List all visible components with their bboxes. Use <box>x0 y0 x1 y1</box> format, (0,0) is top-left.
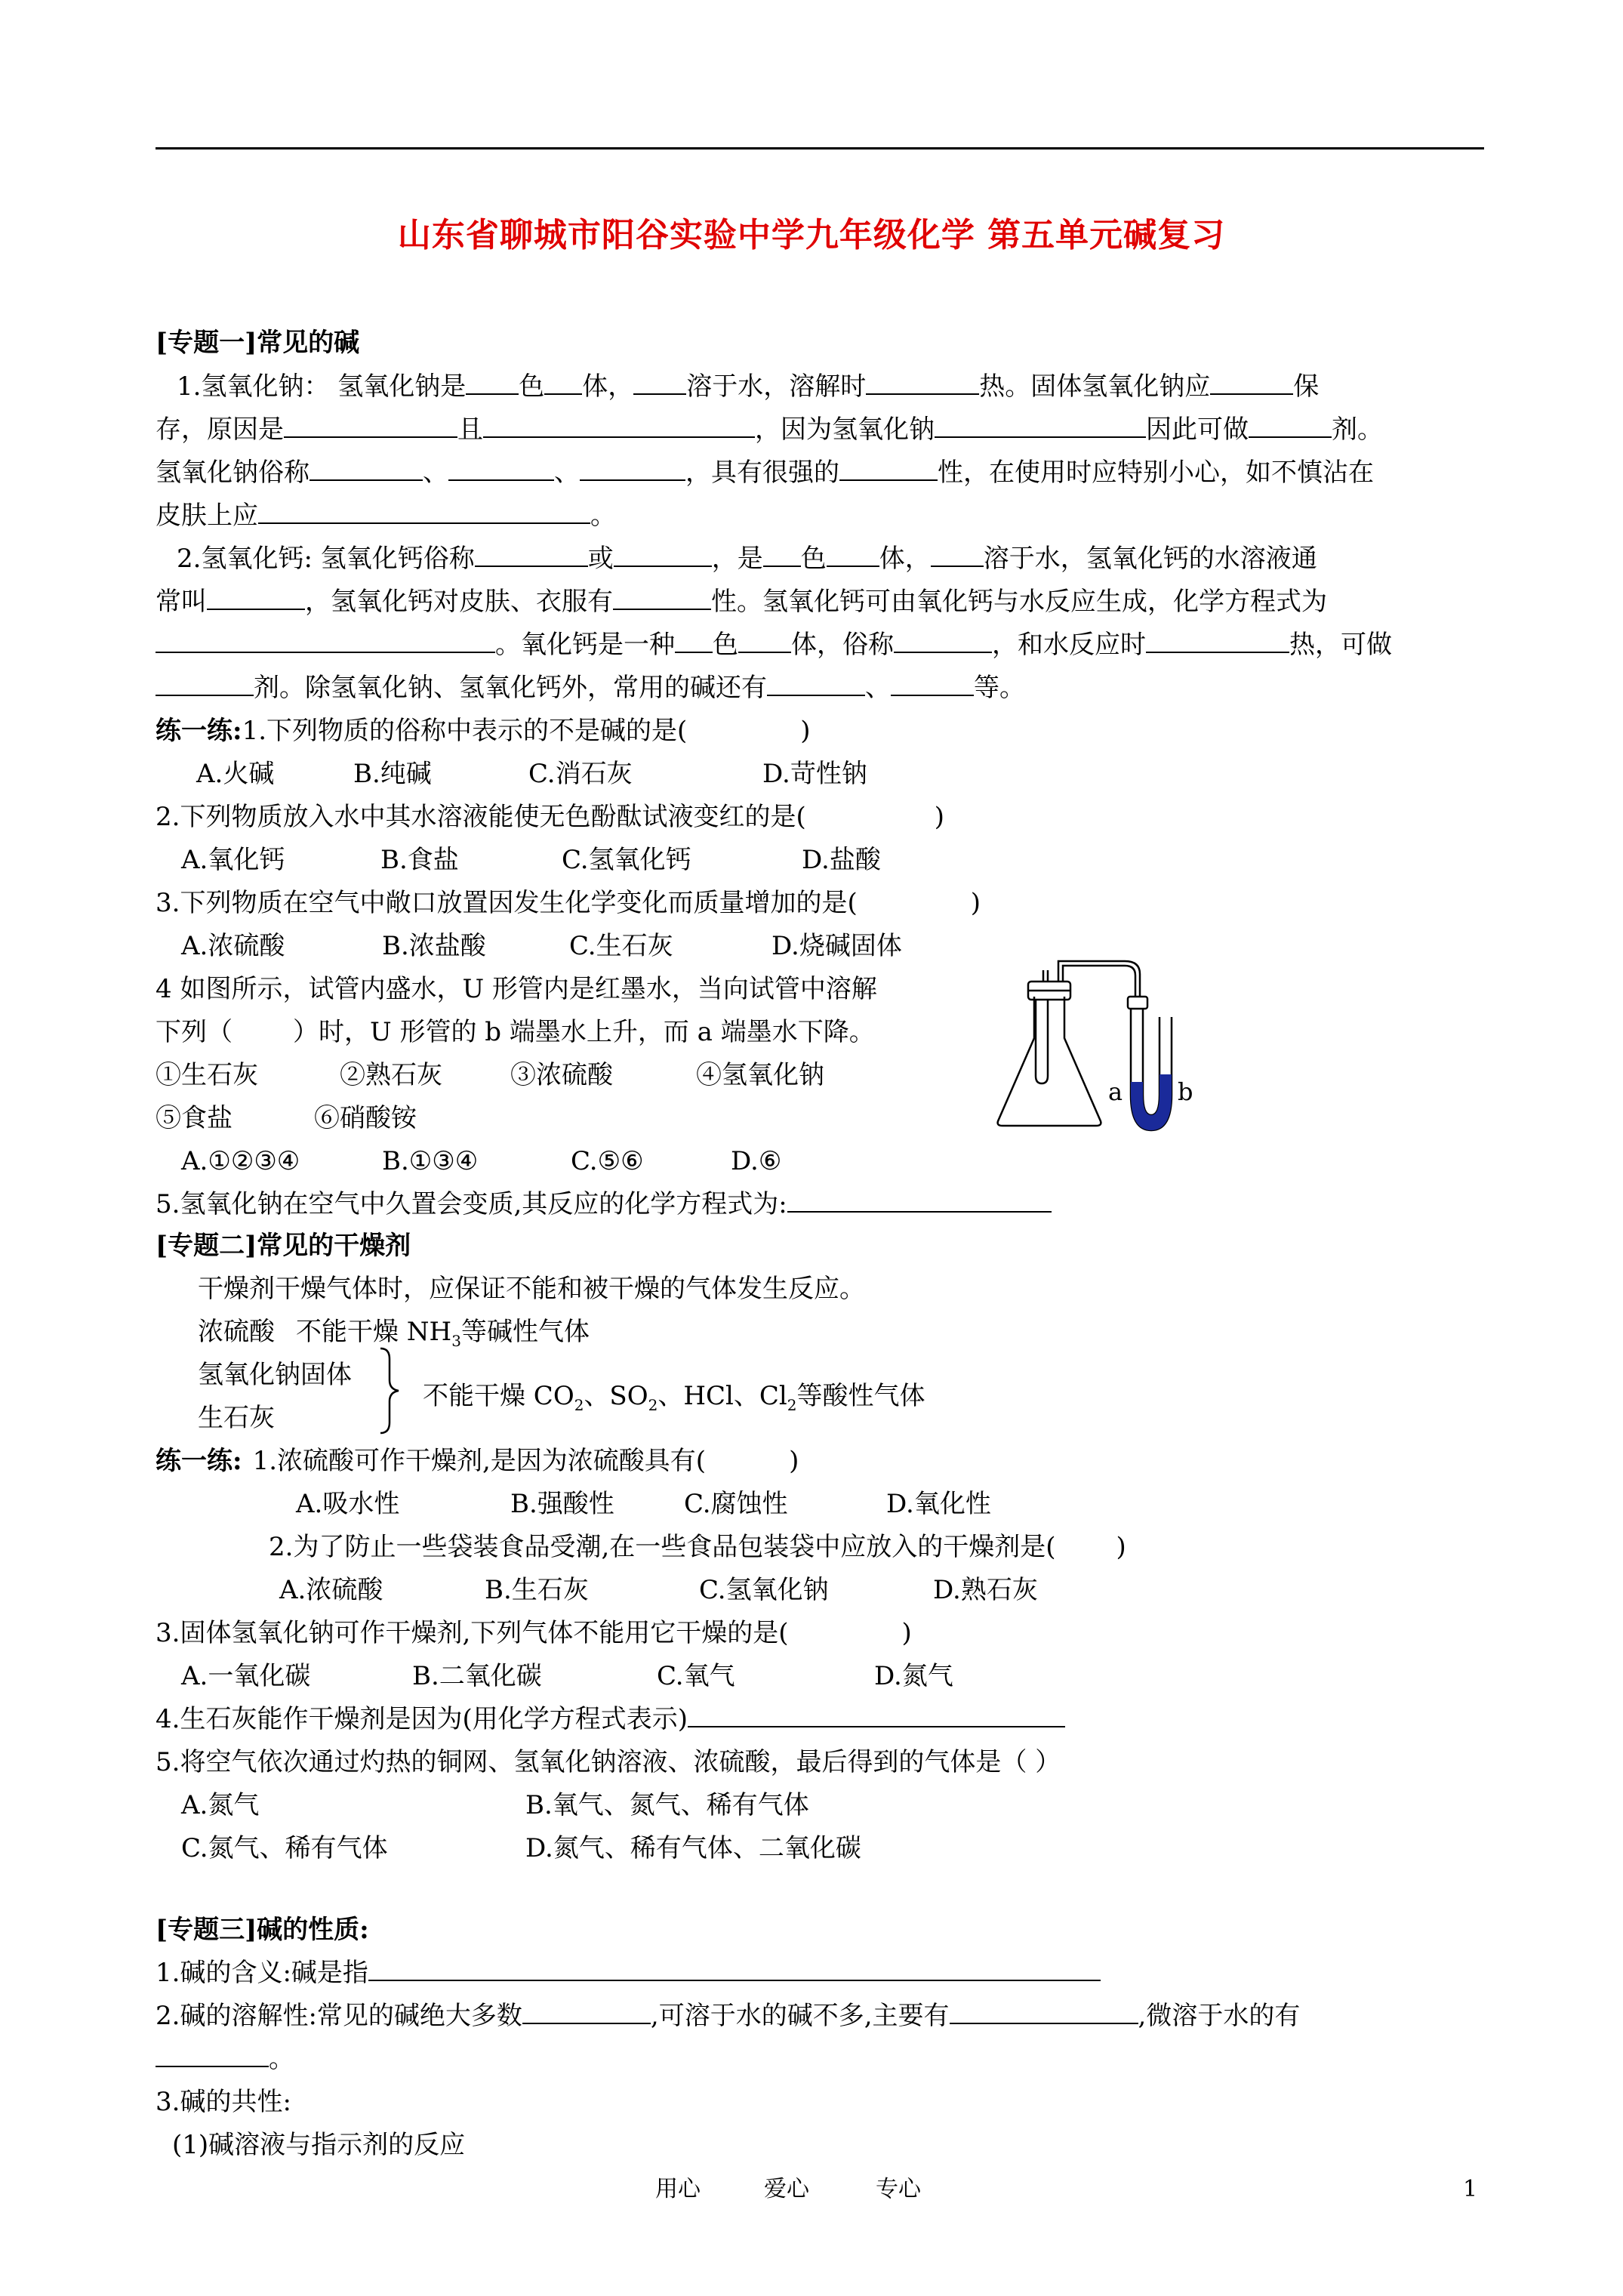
section-1-heading: [专题一]常见的碱 <box>156 328 360 358</box>
s1-q1-stem: 练一练:1.下列物质的俗称中表示的不是碱的是( ) <box>156 716 811 746</box>
s1-q4-line-1: 4 如图所示，试管内盛水，U 形管内是红墨水，当向试管中溶解 <box>156 974 877 1004</box>
red-ink <box>1131 1074 1172 1130</box>
footer-aixin: 爱心 <box>764 2176 809 2202</box>
caoh2-line-2: 常叫 ，氢氧化钙对皮肤、衣服有 性。氢氧化钙可由氧化钙与水反应生成，化学方程式为 <box>156 587 1327 617</box>
document-page: 山东省聊城市阳谷实验中学九年级化学 第五单元碱复习 [专题一]常见的碱 1.氢氧化钠： 氢氧化钠是 色 体， 溶于水，溶解时 热。固体氢氧化钠应 保 存，原因是 且 ，因为氢氧化钠 因此可做 剂。 氢氧化钠俗称 、 、 ，具有很强的 性，在使用时应特别小心，如不慎沾在 皮肤上应 。 2.氢氧化钙: 氢氧化钙俗称 或 ，是 色 体， 溶于水，氢氧化钙的水溶液通 常叫 ，氢氧化钙对皮肤、衣服有 性。氢氧化钙可由氧化钙与水反应生成，化学方程式为 。氧化钙是一种 色 体，俗称 ，和水反应时 热，可做 剂。除氢氧化钠、氢氧化钙外，常用的碱还有 、 等。 练一练:1.下列物质的俗称中表示的不是碱的是( ) A.火碱 B.纯碱 C.消石灰 D.苛性钠 2.下列物质放入水中其水溶液能使无色酚酞试液变红的是( ) A.氧化钙 B.食盐 C.氢氧化钙 D.盐酸 3.下列物质在空气中敞口放置因发生化学变化而质量增加的是( ) A.浓硫酸 B.浓盐酸 C.生石灰 D.烧碱固体 4 如图所示，试管内盛水，U 形管内是红墨水，当向试管中溶解 下列（ ）时，U 形管的 b 端墨水上升，而 a 端墨水下降。 ①生石灰 ②熟石灰 ③浓硫酸 ④氢氧化钠 ⑤食盐 ⑥硝酸铵 A.①②③④ B.①③④ C.⑤⑥ D.⑥ 5.氢氧化钠在空气中久置会变质,其反应的化学方程式为: a b [专题二]常见的干燥剂 干燥剂干燥气体时，应保证不能和被干燥的气体发生反应。 浓硫酸 不能干燥 $NH_3$等碱性气体 氢氧化钠固体 生石灰 不能干燥 $CO_2$、$SO_2$、HCl、$Cl_2$等酸性气体 练一练: 1.浓硫酸可作干燥剂,是因为浓硫酸具有( ) A.吸水性 B.强酸性 C.腐蚀性 D.氧化性 2.为了防止一些袋装食品受潮,在一些食品包装袋中应放入的干燥剂是( ) A.浓硫酸 B.生石灰 C.氢氧化钠 D.熟石灰 3.固体氢氧化钠可作干燥剂,下列气体不能用它干燥的是( ) A.一氧化碳 B.二氧化碳 C.氧气 D.氮气 4.生石灰能作干燥剂是因为(用化学方程式表示) 5.将空气依次通过灼热的铜网、氢氧化钠溶液、浓硫酸，最后得到的气体是（ ） A.氮气 B.氧气、氮气、稀有气体 C.氮气、稀有气体 D.氮气、稀有气体、二氧化碳 [专题三]碱的性质: 1.碱的含义:碱是指 2.碱的溶解性:常见的碱绝大多数 ,可溶于水的碱不多,主要有 ,微溶于水的有 。 3.碱的共性: (1)碱溶液与指示剂的反应 用心 爱心 专心 1 <box>0 0 1623 2296</box>
page-number: 1 <box>1463 2176 1478 2202</box>
s2-q5-stem: 5.将空气依次通过灼热的铜网、氢氧化钠溶液、浓硫酸，最后得到的气体是（ ） <box>156 1747 1061 1777</box>
brace-icon <box>376 1345 403 1436</box>
s3-line-1: 1.碱的含义:碱是指 <box>156 1953 1101 1992</box>
header-rule <box>156 147 1484 149</box>
test-tube <box>1036 1000 1048 1083</box>
section-2-heading: [专题二]常见的干燥剂 <box>156 1231 411 1261</box>
s2-intro: 干燥剂干燥气体时，应保证不能和被干燥的气体发生反应。 <box>198 1274 865 1304</box>
page-title: 山东省聊城市阳谷实验中学九年级化学 第五单元碱复习 <box>397 216 1226 254</box>
u-tube-inner <box>1143 1009 1160 1115</box>
s1-q5: 5.氢氧化钠在空气中久置会变质,其反应的化学方程式为: <box>156 1185 1052 1224</box>
s2-q1-stem: 练一练: 1.浓硫酸可作干燥剂,是因为浓硫酸具有( ) <box>156 1446 799 1476</box>
s3-line-2: 2.碱的溶解性:常见的碱绝大多数 ,可溶于水的碱不多,主要有 ,微溶于水的有 <box>156 2001 1301 2031</box>
s2-q2-stem: 2.为了防止一些袋装食品受潮,在一些食品包装袋中应放入的干燥剂是( ) <box>269 1532 1126 1562</box>
caoh2-line-3: 。氧化钙是一种 色 体，俗称 ，和水反应时 热，可做 <box>156 625 1392 664</box>
s2-q4: 4.生石灰能作干燥剂是因为(用化学方程式表示) <box>156 1700 1065 1739</box>
s2-q3-stem: 3.固体氢氧化钠可作干燥剂,下列气体不能用它干燥的是( ) <box>156 1618 912 1648</box>
apparatus-diagram <box>989 955 1276 1136</box>
section-3-heading: [专题三]碱的性质: <box>156 1915 369 1945</box>
s2-base-1: 氢氧化钠固体 <box>198 1360 352 1390</box>
footer-yongxin: 用心 <box>655 2176 701 2202</box>
s2-acid-line: 浓硫酸 不能干燥 $NH_3$等碱性气体 <box>198 1317 590 1350</box>
naoh-line-3: 氢氧化钠俗称 、 、 ，具有很强的 性，在使用时应特别小心，如不慎沾在 <box>156 458 1374 488</box>
s3-line-2b: 。 <box>156 2039 294 2079</box>
s1-q3-stem: 3.下列物质在空气中敞口放置因发生化学变化而质量增加的是( ) <box>156 888 981 918</box>
s1-q4-line-2: 下列（ ）时，U 形管的 b 端墨水上升，而 a 端墨水下降。 <box>156 1017 875 1047</box>
s2-base-2: 生石灰 <box>198 1403 275 1433</box>
s3-line-3: 3.碱的共性: <box>156 2087 291 2117</box>
flask-outline <box>998 997 1101 1126</box>
caoh2-line-1: 2.氢氧化钙: 氢氧化钙俗称 或 ，是 色 体， 溶于水，氢氧化钙的水溶液通 <box>177 544 1317 574</box>
label-a: a <box>1108 1077 1123 1106</box>
label-b: b <box>1178 1077 1193 1106</box>
s1-q2-stem: 2.下列物质放入水中其水溶液能使无色酚酞试液变红的是( ) <box>156 802 944 832</box>
footer-zhuanxin: 专心 <box>876 2176 921 2202</box>
naoh-line-4: 皮肤上应 。 <box>156 501 616 531</box>
caoh2-line-4: 剂。除氢氧化钠、氢氧化钙外，常用的碱还有 、 等。 <box>156 668 1025 707</box>
naoh-line-2: 存，原因是 且 ，因为氢氧化钠 因此可做 剂。 <box>156 415 1383 445</box>
naoh-line-1: 1.氢氧化钠： 氢氧化钠是 色 体， 溶于水，溶解时 热。固体氢氧化钠应 保 <box>177 371 1320 402</box>
s2-base-note: 不能干燥 $CO_2$、$SO_2$、HCl、$Cl_2$等酸性气体 <box>423 1381 925 1414</box>
u-tube-stopper <box>1128 997 1147 1009</box>
s3-line-4: (1)碱溶液与指示剂的反应 <box>172 2130 466 2160</box>
